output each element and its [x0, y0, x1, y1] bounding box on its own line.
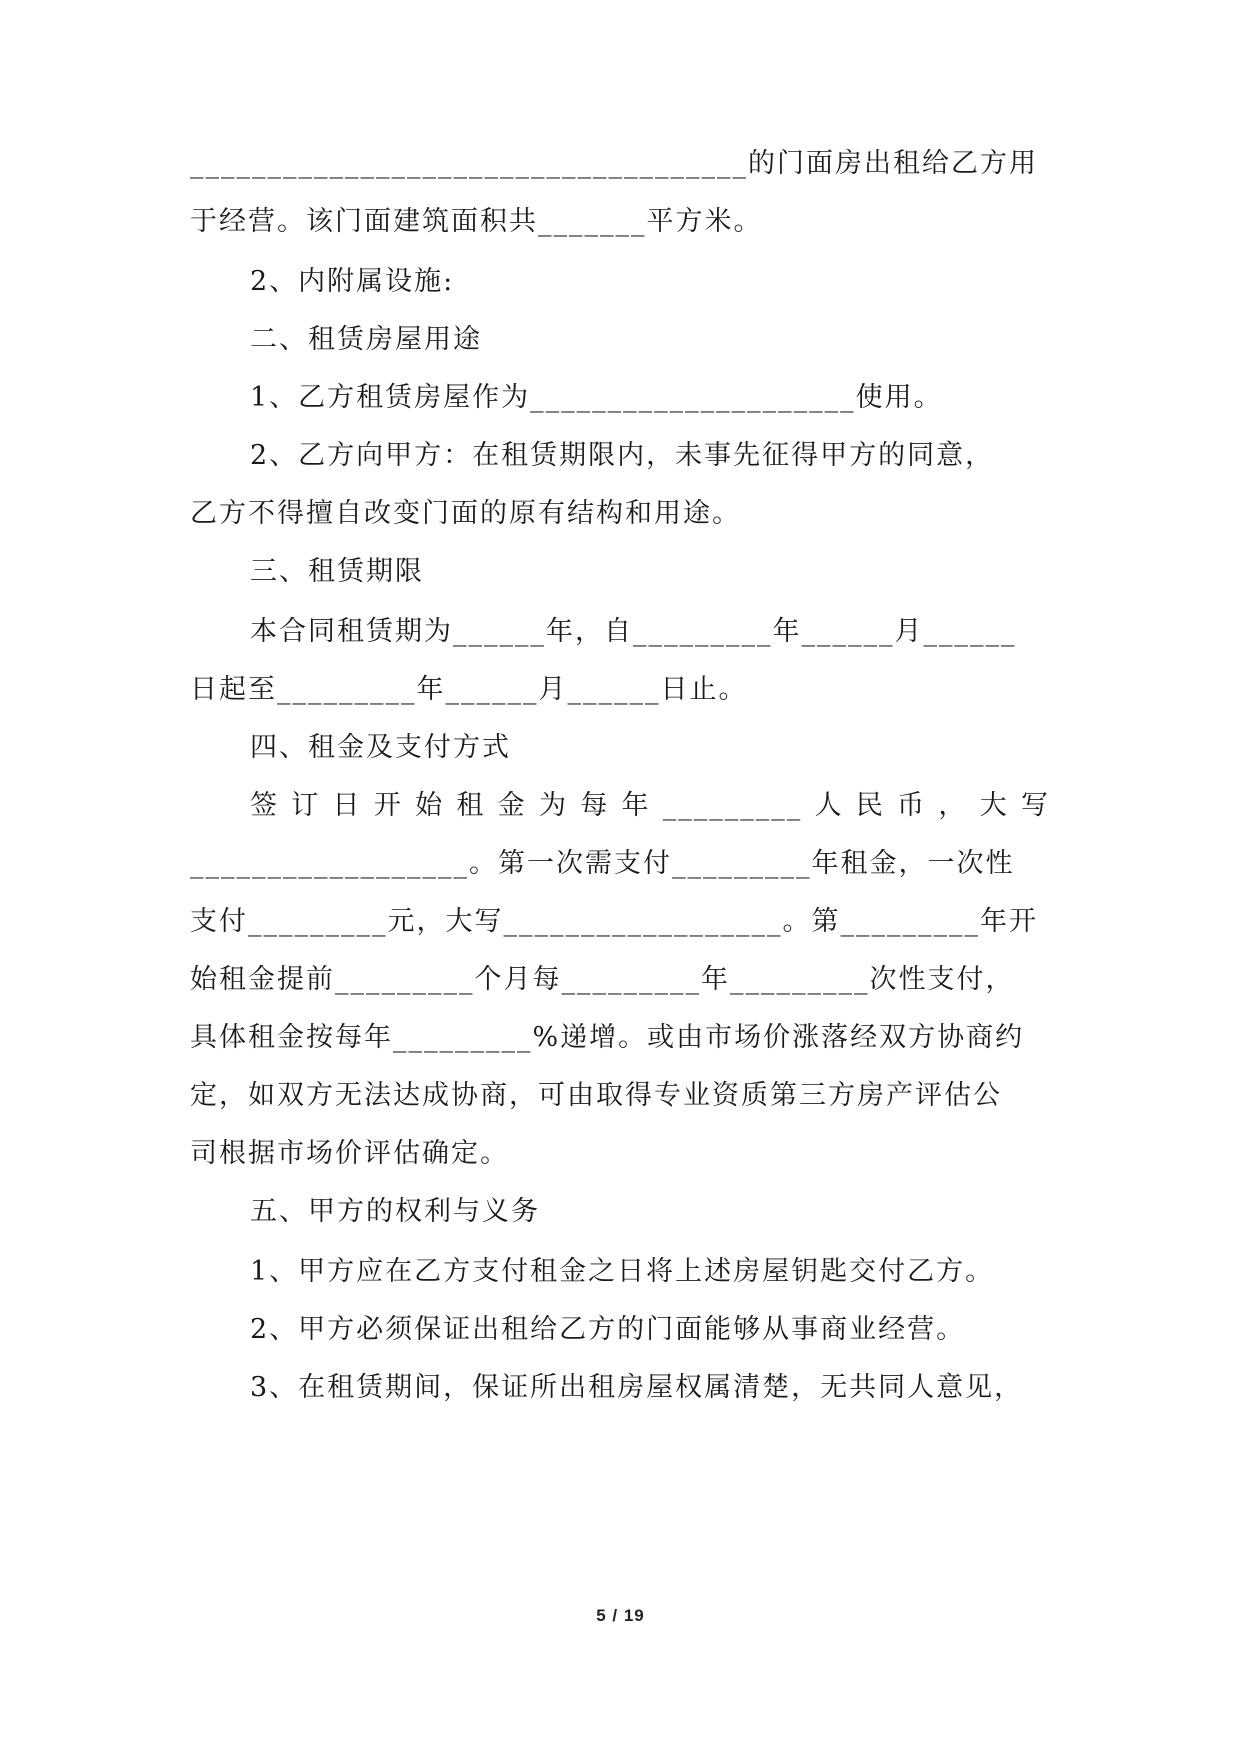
- text-line-22: 3、在租赁期间，保证所出租房屋权属清楚，无共同人意见，: [250, 1372, 1024, 1403]
- section-heading-lessor-duties: 五、甲方的权利与义务: [250, 1196, 540, 1227]
- page-number: 5 / 19: [596, 1606, 645, 1625]
- text-line-20: 1、甲方应在乙方支付租金之日将上述房屋钥匙交付乙方。: [250, 1256, 995, 1287]
- text-line-21: 2、甲方必须保证出租给乙方的门面能够从事商业经营。: [250, 1314, 966, 1345]
- text-line-12: 签订日开始租金为每年_________人民币，大写: [250, 790, 1050, 821]
- text-line-2: 于经营。该门面建筑面积共_______平方米。: [190, 206, 763, 237]
- text-line-16: 具体租金按每年_________%递增。或由市场价涨落经双方协商约: [190, 1022, 1025, 1053]
- text-line-7: 乙方不得擅自改变门面的原有结构和用途。: [190, 498, 741, 529]
- text-line-14: 支付_________元，大写__________________。第_________年开: [190, 906, 1038, 937]
- text-line-1: ____________________________________的门面房出租给乙方用: [190, 148, 1038, 179]
- text-line-10: 日起至_________年______月______日止。: [190, 674, 748, 705]
- section-heading-usage: 二、租赁房屋用途: [250, 324, 482, 355]
- text-line-5: 1、乙方租赁房屋作为_____________________使用。: [250, 382, 943, 413]
- text-line-13: __________________。第一次需支付_________年租金，一次性: [190, 848, 1015, 879]
- text-line-3: 2、内附属设施:: [250, 266, 455, 297]
- text-line-18: 司根据市场价评估确定。: [190, 1138, 509, 1169]
- section-heading-rent: 四、租金及支付方式: [250, 732, 511, 763]
- text-line-6: 2、乙方向甲方：在租赁期限内，未事先征得甲方的同意，: [250, 440, 995, 471]
- text-line-17: 定，如双方无法达成协商，可由取得专业资质第三方房产评估公: [190, 1080, 1002, 1111]
- text-line-9: 本合同租赁期为______年，自_________年______月______: [250, 616, 1017, 647]
- text-line-15: 始租金提前_________个月每_________年_________次性支付，: [190, 964, 1015, 995]
- section-heading-term: 三、租赁期限: [250, 556, 424, 587]
